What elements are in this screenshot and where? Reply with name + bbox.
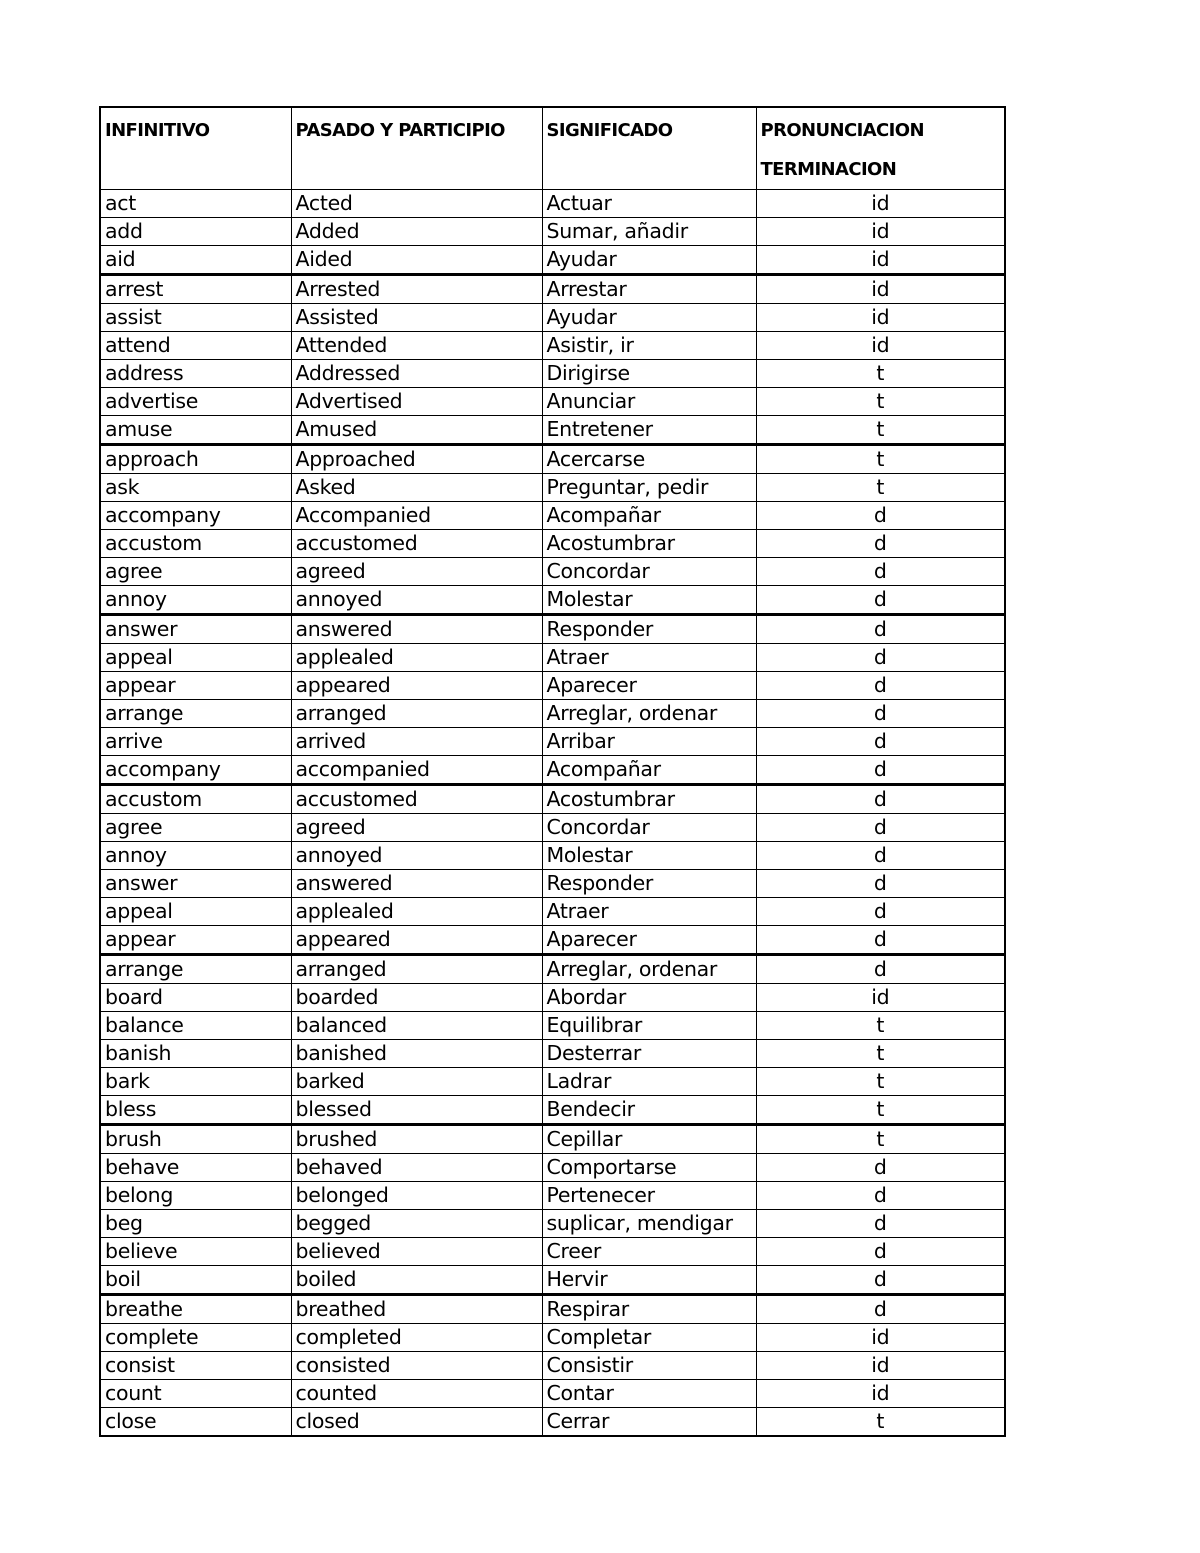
table-header xyxy=(100,107,1005,190)
table-row xyxy=(100,1210,1005,1238)
cell-pronunciation: id xyxy=(756,332,1005,360)
cell-pronunciation: id xyxy=(756,246,1005,275)
table-row xyxy=(100,1182,1005,1210)
cell-meaning: Desterrar xyxy=(542,1040,756,1068)
cell-pronunciation: id xyxy=(756,984,1005,1012)
cell-infinitive: believe xyxy=(100,1238,291,1266)
cell-pronunciation: d xyxy=(756,1295,1005,1324)
cell-past-participle: breathed xyxy=(291,1295,542,1324)
cell-past-participle: brushed xyxy=(291,1125,542,1154)
cell-meaning: Preguntar, pedir xyxy=(542,474,756,502)
cell-past-participle: accustomed xyxy=(291,785,542,814)
table-row xyxy=(100,360,1005,388)
cell-past-participle: Asked xyxy=(291,474,542,502)
cell-pronunciation: t xyxy=(756,416,1005,445)
cell-pronunciation: d xyxy=(756,502,1005,530)
table-row xyxy=(100,1295,1005,1324)
cell-infinitive: accustom xyxy=(100,785,291,814)
cell-past-participle: believed xyxy=(291,1238,542,1266)
cell-meaning: Cerrar xyxy=(542,1408,756,1437)
cell-past-participle: barked xyxy=(291,1068,542,1096)
cell-meaning: Sumar, añadir xyxy=(542,218,756,246)
cell-meaning: Anunciar xyxy=(542,388,756,416)
cell-pronunciation: t xyxy=(756,445,1005,474)
cell-meaning: Concordar xyxy=(542,814,756,842)
cell-meaning: Molestar xyxy=(542,842,756,870)
cell-past-participle: applealed xyxy=(291,898,542,926)
cell-pronunciation: id xyxy=(756,1324,1005,1352)
table-row xyxy=(100,1040,1005,1068)
cell-infinitive: bark xyxy=(100,1068,291,1096)
cell-infinitive: board xyxy=(100,984,291,1012)
cell-pronunciation: id xyxy=(756,304,1005,332)
cell-infinitive: arrange xyxy=(100,955,291,984)
table-row xyxy=(100,1352,1005,1380)
table-row xyxy=(100,1096,1005,1125)
cell-infinitive: appear xyxy=(100,672,291,700)
cell-infinitive: banish xyxy=(100,1040,291,1068)
cell-pronunciation: d xyxy=(756,814,1005,842)
table-row xyxy=(100,558,1005,586)
cell-pronunciation: d xyxy=(756,558,1005,586)
table-row xyxy=(100,502,1005,530)
cell-infinitive: add xyxy=(100,218,291,246)
cell-pronunciation: t xyxy=(756,1125,1005,1154)
table-row xyxy=(100,586,1005,615)
cell-infinitive: close xyxy=(100,1408,291,1437)
cell-past-participle: appeared xyxy=(291,926,542,955)
table-row xyxy=(100,615,1005,644)
table-row xyxy=(100,870,1005,898)
table-row xyxy=(100,275,1005,304)
table-row xyxy=(100,416,1005,445)
cell-infinitive: aid xyxy=(100,246,291,275)
cell-past-participle: Acted xyxy=(291,190,542,218)
cell-infinitive: accompany xyxy=(100,756,291,785)
cell-infinitive: bless xyxy=(100,1096,291,1125)
cell-infinitive: consist xyxy=(100,1352,291,1380)
cell-pronunciation: d xyxy=(756,644,1005,672)
cell-past-participle: answered xyxy=(291,870,542,898)
cell-infinitive: boil xyxy=(100,1266,291,1295)
cell-infinitive: accustom xyxy=(100,530,291,558)
table-row xyxy=(100,1238,1005,1266)
cell-past-participle: arrived xyxy=(291,728,542,756)
cell-meaning: Responder xyxy=(542,615,756,644)
table-row xyxy=(100,1012,1005,1040)
cell-meaning: Aparecer xyxy=(542,672,756,700)
cell-meaning: Acostumbrar xyxy=(542,530,756,558)
cell-past-participle: completed xyxy=(291,1324,542,1352)
cell-meaning: Consistir xyxy=(542,1352,756,1380)
cell-pronunciation: d xyxy=(756,1238,1005,1266)
cell-pronunciation: d xyxy=(756,955,1005,984)
cell-infinitive: arrest xyxy=(100,275,291,304)
table-row xyxy=(100,1408,1005,1437)
cell-pronunciation: t xyxy=(756,1096,1005,1125)
cell-infinitive: appeal xyxy=(100,898,291,926)
cell-pronunciation: d xyxy=(756,842,1005,870)
cell-infinitive: behave xyxy=(100,1154,291,1182)
cell-meaning: Acompañar xyxy=(542,502,756,530)
cell-meaning: Acostumbrar xyxy=(542,785,756,814)
cell-meaning: Asistir, ir xyxy=(542,332,756,360)
cell-past-participle: Accompanied xyxy=(291,502,542,530)
cell-infinitive: advertise xyxy=(100,388,291,416)
cell-meaning: Comportarse xyxy=(542,1154,756,1182)
table-row xyxy=(100,445,1005,474)
table-row xyxy=(100,1068,1005,1096)
cell-pronunciation: d xyxy=(756,1266,1005,1295)
cell-pronunciation: id xyxy=(756,275,1005,304)
cell-past-participle: Arrested xyxy=(291,275,542,304)
cell-meaning: Contar xyxy=(542,1380,756,1408)
cell-pronunciation: d xyxy=(756,1182,1005,1210)
cell-infinitive: complete xyxy=(100,1324,291,1352)
cell-pronunciation: d xyxy=(756,898,1005,926)
cell-pronunciation: d xyxy=(756,728,1005,756)
cell-infinitive: answer xyxy=(100,870,291,898)
cell-pronunciation: d xyxy=(756,1154,1005,1182)
cell-infinitive: approach xyxy=(100,445,291,474)
header-pronunciation xyxy=(756,107,1005,190)
table-row xyxy=(100,1380,1005,1408)
cell-meaning: Actuar xyxy=(542,190,756,218)
table-row xyxy=(100,814,1005,842)
cell-meaning: Arrestar xyxy=(542,275,756,304)
cell-infinitive: act xyxy=(100,190,291,218)
cell-infinitive: count xyxy=(100,1380,291,1408)
cell-infinitive: annoy xyxy=(100,842,291,870)
cell-past-participle: annoyed xyxy=(291,586,542,615)
table-body xyxy=(100,190,1005,1437)
cell-pronunciation: t xyxy=(756,1012,1005,1040)
cell-infinitive: agree xyxy=(100,814,291,842)
table-row xyxy=(100,218,1005,246)
cell-past-participle: behaved xyxy=(291,1154,542,1182)
table-row xyxy=(100,728,1005,756)
header-row xyxy=(100,107,1005,190)
cell-past-participle: Addressed xyxy=(291,360,542,388)
cell-infinitive: accompany xyxy=(100,502,291,530)
cell-meaning: Bendecir xyxy=(542,1096,756,1125)
table-row xyxy=(100,955,1005,984)
cell-meaning: Arribar xyxy=(542,728,756,756)
cell-infinitive: answer xyxy=(100,615,291,644)
table-row xyxy=(100,842,1005,870)
cell-past-participle: agreed xyxy=(291,558,542,586)
cell-infinitive: arrive xyxy=(100,728,291,756)
cell-infinitive: beg xyxy=(100,1210,291,1238)
cell-past-participle: accompanied xyxy=(291,756,542,785)
cell-past-participle: begged xyxy=(291,1210,542,1238)
table-row xyxy=(100,246,1005,275)
cell-infinitive: breathe xyxy=(100,1295,291,1324)
cell-infinitive: assist xyxy=(100,304,291,332)
cell-pronunciation: d xyxy=(756,756,1005,785)
cell-meaning: Pertenecer xyxy=(542,1182,756,1210)
table-row xyxy=(100,474,1005,502)
cell-past-participle: Added xyxy=(291,218,542,246)
cell-meaning: Cepillar xyxy=(542,1125,756,1154)
cell-infinitive: address xyxy=(100,360,291,388)
table-row xyxy=(100,332,1005,360)
cell-pronunciation: id xyxy=(756,1352,1005,1380)
header-past-participle: PASADO Y PARTICIPIO xyxy=(291,107,542,190)
cell-past-participle: counted xyxy=(291,1380,542,1408)
cell-past-participle: Amused xyxy=(291,416,542,445)
cell-pronunciation: t xyxy=(756,360,1005,388)
cell-past-participle: Assisted xyxy=(291,304,542,332)
header-meaning: SIGNIFICADO xyxy=(542,107,756,190)
table-row xyxy=(100,898,1005,926)
cell-past-participle: Aided xyxy=(291,246,542,275)
verb-table xyxy=(99,106,1006,1437)
cell-pronunciation: t xyxy=(756,1068,1005,1096)
cell-infinitive: balance xyxy=(100,1012,291,1040)
cell-pronunciation: d xyxy=(756,530,1005,558)
cell-past-participle: closed xyxy=(291,1408,542,1437)
header-pronunciation-line2: TERMINACION xyxy=(760,159,897,180)
cell-past-participle: arranged xyxy=(291,700,542,728)
cell-meaning: Dirigirse xyxy=(542,360,756,388)
cell-past-participle: appeared xyxy=(291,672,542,700)
cell-infinitive: attend xyxy=(100,332,291,360)
table-row xyxy=(100,700,1005,728)
cell-meaning: Completar xyxy=(542,1324,756,1352)
cell-meaning: Entretener xyxy=(542,416,756,445)
cell-pronunciation: d xyxy=(756,870,1005,898)
cell-past-participle: accustomed xyxy=(291,530,542,558)
table-row xyxy=(100,1125,1005,1154)
cell-meaning: Ayudar xyxy=(542,246,756,275)
table-row xyxy=(100,1154,1005,1182)
cell-pronunciation: id xyxy=(756,218,1005,246)
cell-meaning: Abordar xyxy=(542,984,756,1012)
cell-pronunciation: d xyxy=(756,672,1005,700)
cell-meaning: Atraer xyxy=(542,644,756,672)
cell-past-participle: Advertised xyxy=(291,388,542,416)
table-row xyxy=(100,388,1005,416)
cell-past-participle: banished xyxy=(291,1040,542,1068)
table-row xyxy=(100,304,1005,332)
cell-pronunciation: t xyxy=(756,388,1005,416)
cell-past-participle: belonged xyxy=(291,1182,542,1210)
cell-infinitive: belong xyxy=(100,1182,291,1210)
cell-meaning: Aparecer xyxy=(542,926,756,955)
table-row xyxy=(100,756,1005,785)
cell-infinitive: brush xyxy=(100,1125,291,1154)
cell-infinitive: appear xyxy=(100,926,291,955)
cell-infinitive: agree xyxy=(100,558,291,586)
cell-pronunciation: d xyxy=(756,615,1005,644)
cell-pronunciation: t xyxy=(756,1040,1005,1068)
cell-infinitive: annoy xyxy=(100,586,291,615)
table-row xyxy=(100,984,1005,1012)
cell-meaning: Arreglar, ordenar xyxy=(542,700,756,728)
cell-past-participle: applealed xyxy=(291,644,542,672)
cell-pronunciation: id xyxy=(756,190,1005,218)
cell-meaning: Acompañar xyxy=(542,756,756,785)
cell-meaning: Responder xyxy=(542,870,756,898)
cell-meaning: Creer xyxy=(542,1238,756,1266)
cell-past-participle: agreed xyxy=(291,814,542,842)
header-infinitive: INFINITIVO xyxy=(100,107,291,190)
cell-meaning: Ladrar xyxy=(542,1068,756,1096)
table-row xyxy=(100,190,1005,218)
cell-pronunciation: d xyxy=(756,785,1005,814)
cell-meaning: Atraer xyxy=(542,898,756,926)
cell-past-participle: boiled xyxy=(291,1266,542,1295)
cell-pronunciation: d xyxy=(756,1210,1005,1238)
cell-past-participle: consisted xyxy=(291,1352,542,1380)
header-pronunciation-line1: PRONUNCIACION xyxy=(760,120,924,141)
cell-past-participle: blessed xyxy=(291,1096,542,1125)
cell-pronunciation: d xyxy=(756,926,1005,955)
cell-pronunciation: t xyxy=(756,474,1005,502)
cell-past-participle: boarded xyxy=(291,984,542,1012)
cell-infinitive: appeal xyxy=(100,644,291,672)
cell-past-participle: answered xyxy=(291,615,542,644)
cell-pronunciation: id xyxy=(756,1380,1005,1408)
cell-pronunciation: d xyxy=(756,586,1005,615)
table-row xyxy=(100,530,1005,558)
table-row xyxy=(100,785,1005,814)
cell-past-participle: annoyed xyxy=(291,842,542,870)
cell-meaning: Ayudar xyxy=(542,304,756,332)
table-row xyxy=(100,1266,1005,1295)
cell-meaning: Equilibrar xyxy=(542,1012,756,1040)
table-row xyxy=(100,1324,1005,1352)
table-row xyxy=(100,926,1005,955)
cell-meaning: Molestar xyxy=(542,586,756,615)
cell-past-participle: balanced xyxy=(291,1012,542,1040)
cell-pronunciation: t xyxy=(756,1408,1005,1437)
cell-infinitive: arrange xyxy=(100,700,291,728)
cell-pronunciation: d xyxy=(756,700,1005,728)
cell-infinitive: ask xyxy=(100,474,291,502)
cell-past-participle: arranged xyxy=(291,955,542,984)
cell-infinitive: amuse xyxy=(100,416,291,445)
cell-meaning: Respirar xyxy=(542,1295,756,1324)
cell-meaning: Hervir xyxy=(542,1266,756,1295)
cell-meaning: suplicar, mendigar xyxy=(542,1210,756,1238)
cell-meaning: Acercarse xyxy=(542,445,756,474)
cell-past-participle: Approached xyxy=(291,445,542,474)
cell-past-participle: Attended xyxy=(291,332,542,360)
cell-meaning: Arreglar, ordenar xyxy=(542,955,756,984)
cell-meaning: Concordar xyxy=(542,558,756,586)
table-row xyxy=(100,672,1005,700)
table-row xyxy=(100,644,1005,672)
